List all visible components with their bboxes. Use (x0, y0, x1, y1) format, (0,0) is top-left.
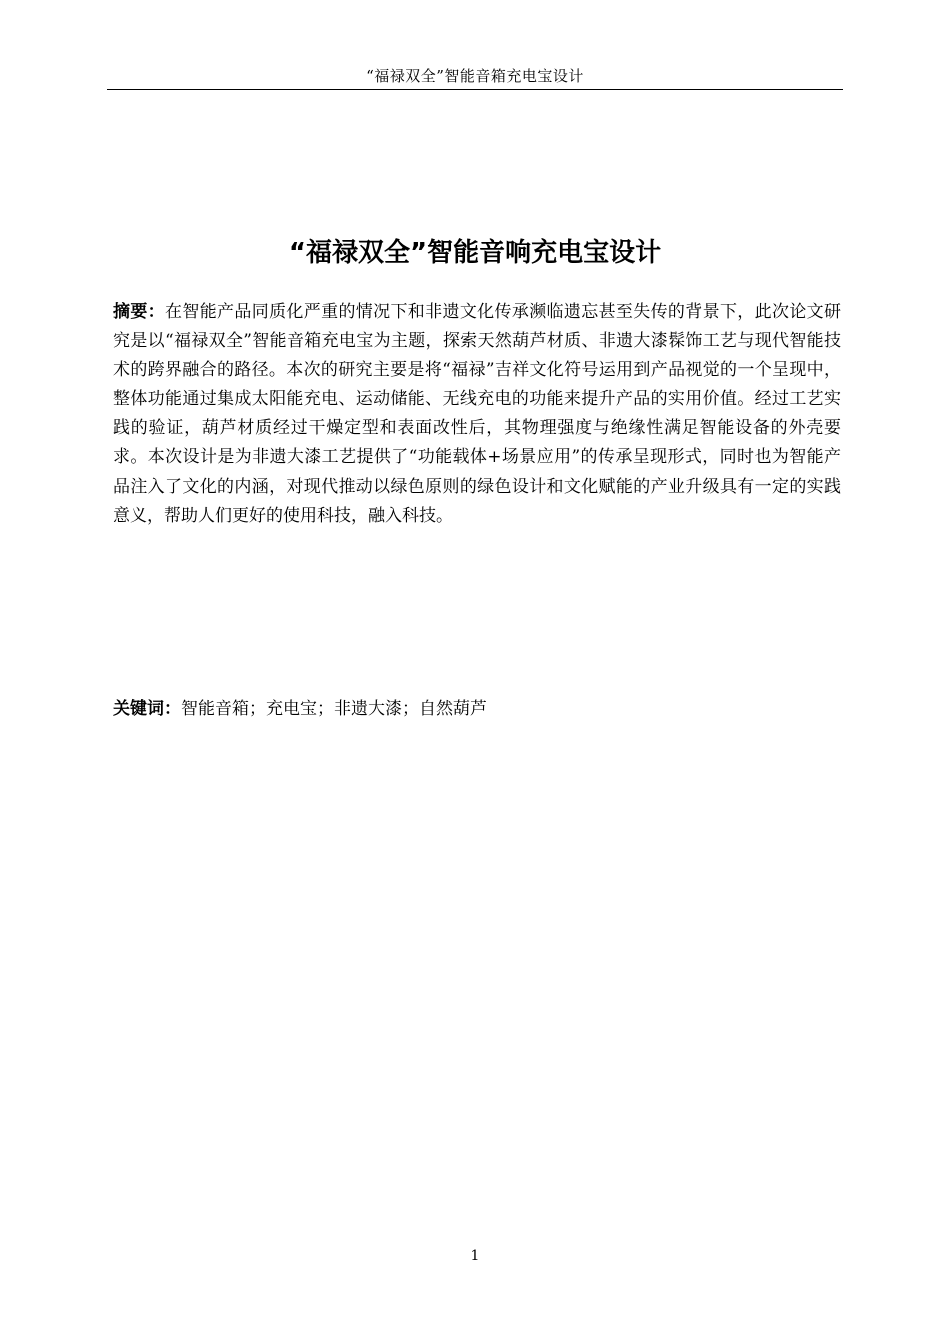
abstract-label: 摘要： (113, 302, 166, 322)
abstract-paragraph (113, 298, 841, 531)
page-number: 1 (470, 1248, 480, 1264)
document-title: “福禄双全”智能音响充电宝设计 (288, 238, 662, 268)
keywords-text: 智能音箱；充电宝；非遗大漆；自然葫芦 (181, 699, 487, 719)
header-divider (107, 89, 843, 90)
keywords-label: 关键词： (113, 699, 181, 719)
keywords-line (113, 695, 841, 723)
abstract-text: 在智能产品同质化严重的情况下和非遗文化传承濒临遗忘甚至失传的背景下，此次论文研究是以“福禄双全”智能音箱充电宝为主题，探索天然葫芦材质、非遗大漆髹饰工艺与现代智能技术的跨界融合的路径。本次的研究主要是将“福禄”吉祥文化符号运用到产品视觉的一个呈现中，整体功能通过集成太阳能充电、运动储能、无线充电的功能来提升产品的实用价值。经过工艺实践的验证，葫芦材质经过干燥定型和表面改性后，其物理强度与绝缘性满足智能设备的外壳要求。本次设计是为非遗大漆工艺提供了“功能载体+场景应用”的传承呈现形式，同时也为智能产品注入了文化的内涵，对现代推动以绿色原则的绿色设计和文化赋能的产业升级具有一定的实践意义，帮助人们更好的使用科技，融入科技。 (113, 302, 842, 526)
running-header: “福禄双全”智能音箱充电宝设计 (366, 67, 584, 85)
